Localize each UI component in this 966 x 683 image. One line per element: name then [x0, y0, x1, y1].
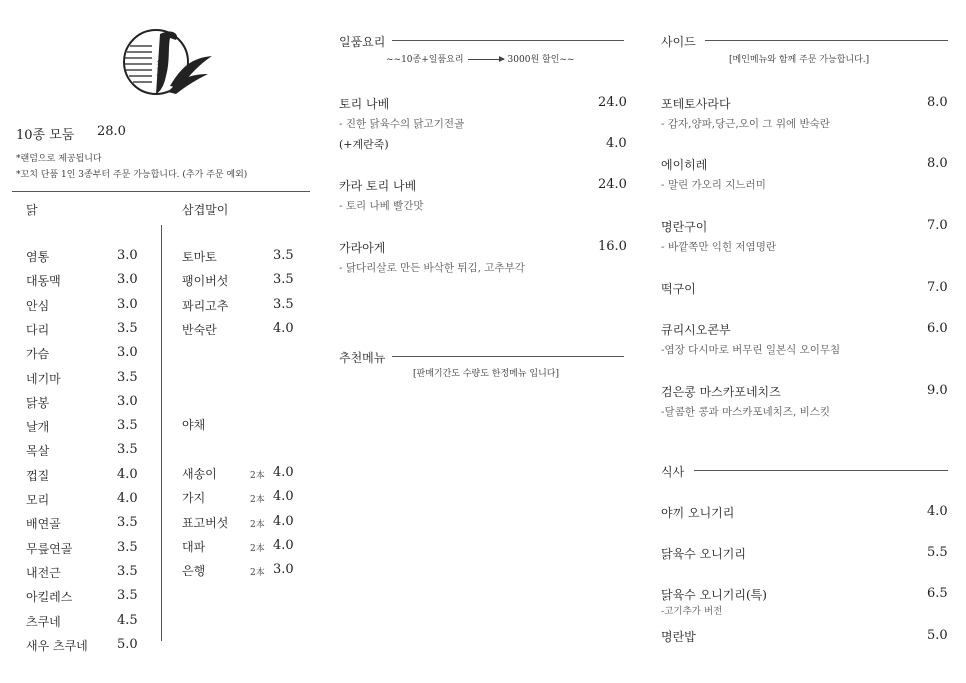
menu-item-name: 토마토	[182, 250, 217, 264]
menu-item-price: 3.5	[117, 588, 138, 604]
set-label: 10종 모둠	[16, 128, 75, 143]
menu-item-price: 24.0	[598, 177, 627, 192]
menu-item-qty: 2本	[250, 495, 265, 506]
recommend-note: [판매기간도 수량도 한정메뉴 입니다]	[413, 369, 560, 379]
menu-item-price: 4.0	[117, 491, 138, 506]
menu-item-desc: -고기추가 버전	[661, 606, 723, 617]
menu-item-name: 모리	[26, 493, 50, 507]
menu-item-price: 3.0	[117, 393, 138, 409]
meal-rule	[694, 470, 948, 471]
menu-item-price: 4.0	[117, 466, 138, 482]
recommend-rule	[392, 356, 624, 357]
menu-item-name: 대동맥	[26, 274, 61, 289]
side-rule	[705, 40, 948, 41]
menu-item-price: 3.5	[273, 296, 294, 312]
menu-item-price: 8.0	[927, 95, 948, 110]
menu-item-name: 염통	[26, 250, 50, 264]
menu-item-desc: - 진한 닭육수의 닭고기전골	[339, 118, 465, 130]
menu-item-name: 닭육수 오니기리	[661, 547, 746, 561]
menu-item-price: 3.0	[117, 345, 138, 361]
arrow-icon	[468, 59, 504, 60]
recommend-header: 추천메뉴	[339, 351, 386, 365]
menu-item-desc: -염장 다시마로 버무린 일본식 오이무침	[661, 344, 841, 356]
menu-item-price: 4.0	[927, 504, 948, 519]
menu-item-name: 다리	[26, 322, 50, 337]
menu-item-price: 3.5	[117, 418, 138, 434]
side-header: 사이드	[661, 35, 696, 49]
menu-item-name: 포테토사라다	[661, 97, 731, 111]
menu-item-name: 큐리시오콘부	[661, 323, 731, 337]
menu-item-price: 3.5	[117, 515, 138, 531]
menu-item-price: 3.5	[273, 248, 294, 263]
menu-item-name: 새우 츠쿠네	[26, 638, 88, 653]
menu-item-price: 16.0	[598, 239, 627, 254]
menu-item-price: 4.0	[606, 136, 627, 151]
set-price: 28.0	[97, 124, 126, 139]
menu-item-name: 무릎연골	[26, 541, 73, 556]
menu-item-price: 3.5	[117, 320, 138, 336]
menu-item-name: 아킬레스	[26, 590, 73, 605]
menu-item-name: 명란구이	[661, 220, 708, 234]
menu-item-name: 츠쿠네	[26, 614, 61, 629]
menu-item-price: 3.5	[117, 442, 138, 458]
menu-item-desc: - 닭다리살로 만든 바삭한 튀김, 고추부각	[339, 262, 525, 274]
note-random: *랜덤으로 제공됩니다	[16, 154, 102, 164]
menu-item-name: 가지	[182, 491, 206, 506]
menu-item-name: 날개	[26, 420, 50, 435]
promo-line	[386, 52, 574, 65]
menu-item-name: 네기마	[26, 371, 61, 386]
chicken-header: 닭	[26, 203, 38, 217]
menu-item-name: 에이히레	[661, 158, 708, 172]
menu-item-price: 4.0	[273, 513, 294, 529]
menu-item-name: 가라아게	[339, 241, 386, 255]
menu-item-name: 안심	[26, 298, 50, 313]
menu-item-desc: -달콤한 콩과 마스카포네치즈, 비스킷	[661, 406, 831, 418]
menu-item-name: 목살	[26, 444, 50, 459]
menu-item-desc: - 말린 가오리 지느러미	[661, 179, 766, 191]
menu-item-name: 닭육수 오니기리(특)	[661, 588, 767, 602]
logo	[120, 26, 215, 98]
menu-item-price: 5.0	[117, 636, 138, 652]
menu-item-name: 대파	[182, 539, 206, 554]
menu-item-price: 24.0	[598, 95, 627, 110]
menu-item-qty: 2本	[250, 568, 265, 579]
menu-item-name: 가슴	[26, 347, 50, 362]
menu-item-name: 반숙란	[182, 322, 217, 337]
menu-item-price: 6.5	[927, 586, 948, 601]
menu-item-price: 3.5	[117, 563, 138, 579]
menu-item-price: 3.5	[273, 272, 294, 288]
menu-item-name: 카라 토리 나베	[339, 179, 417, 193]
menu-item-name: 새송이	[182, 467, 217, 481]
menu-item-price: 4.0	[273, 537, 294, 553]
column-divider	[161, 225, 162, 641]
menu-item-desc: - 바깥쪽만 익힌 저염명란	[661, 241, 776, 253]
menu-item-price: 3.5	[117, 369, 138, 385]
promo-right: 3000원 할인~~	[507, 55, 575, 65]
menu-item-price: 6.0	[927, 321, 948, 336]
menu-item-price: 7.0	[927, 218, 948, 233]
menu-item-price: 3.0	[117, 296, 138, 312]
menu-item-price: 4.0	[273, 320, 294, 336]
meal-header: 식사	[661, 465, 685, 479]
menu-item-qty: 2本	[250, 471, 265, 481]
menu-item-name: (+계란죽)	[339, 138, 389, 151]
logo-text: 名声	[154, 58, 164, 76]
menu-item-name: 팽이버섯	[182, 274, 229, 289]
divider	[12, 191, 310, 192]
menu-item-name: 야끼 오니기리	[661, 506, 735, 520]
menu-item-name: 내전근	[26, 565, 61, 580]
veg-header: 야채	[182, 418, 206, 432]
menu-item-price: 3.0	[117, 272, 138, 288]
single-dish-rule	[392, 40, 624, 41]
menu-item-desc: - 토리 나베 빨간맛	[339, 200, 424, 212]
menu-item-qty: 2本	[250, 543, 265, 554]
menu-item-name: 닭봉	[26, 395, 50, 410]
note-order: *꼬치 단품 1인 3종부터 주문 가능합니다. (추가 주문 예외)	[16, 170, 248, 180]
menu-item-price: 3.0	[273, 562, 294, 578]
menu-item-price: 4.0	[273, 465, 294, 480]
menu-item-name: 표고버섯	[182, 515, 229, 530]
menu-item-desc: - 감자,양파,당근,오이 그 위에 반숙란	[661, 118, 830, 130]
menu-item-price: 7.0	[927, 280, 948, 295]
menu-item-name: 명란밥	[661, 630, 696, 644]
menu-item-qty: 2本	[250, 519, 265, 530]
single-dish-header: 일품요리	[339, 35, 386, 49]
menu-item-price: 4.0	[273, 489, 294, 505]
menu-item-price: 9.0	[927, 383, 948, 398]
menu-item-name: 검은콩 마스카포네치즈	[661, 385, 781, 399]
menu-item-price: 8.0	[927, 156, 948, 171]
promo-left: ~~10종+일품요리	[386, 55, 464, 65]
menu-item-price: 3.0	[117, 248, 138, 263]
menu-item-name: 꽈리고추	[182, 298, 229, 313]
menu-item-price: 5.5	[927, 545, 948, 560]
menu-item-price: 3.5	[117, 539, 138, 555]
pork-header: 삼겹말이	[182, 203, 229, 217]
menu-item-name: 토리 나베	[339, 97, 390, 111]
menu-item-price: 4.5	[117, 612, 138, 628]
menu-item-name: 떡구이	[661, 282, 696, 296]
side-note: [메인메뉴와 함께 주문 가능합니다.]	[729, 55, 870, 65]
menu-item-price: 5.0	[927, 628, 948, 643]
menu-item-name: 껍질	[26, 468, 50, 483]
menu-item-name: 은행	[182, 564, 206, 579]
menu-item-name: 배연골	[26, 517, 61, 532]
